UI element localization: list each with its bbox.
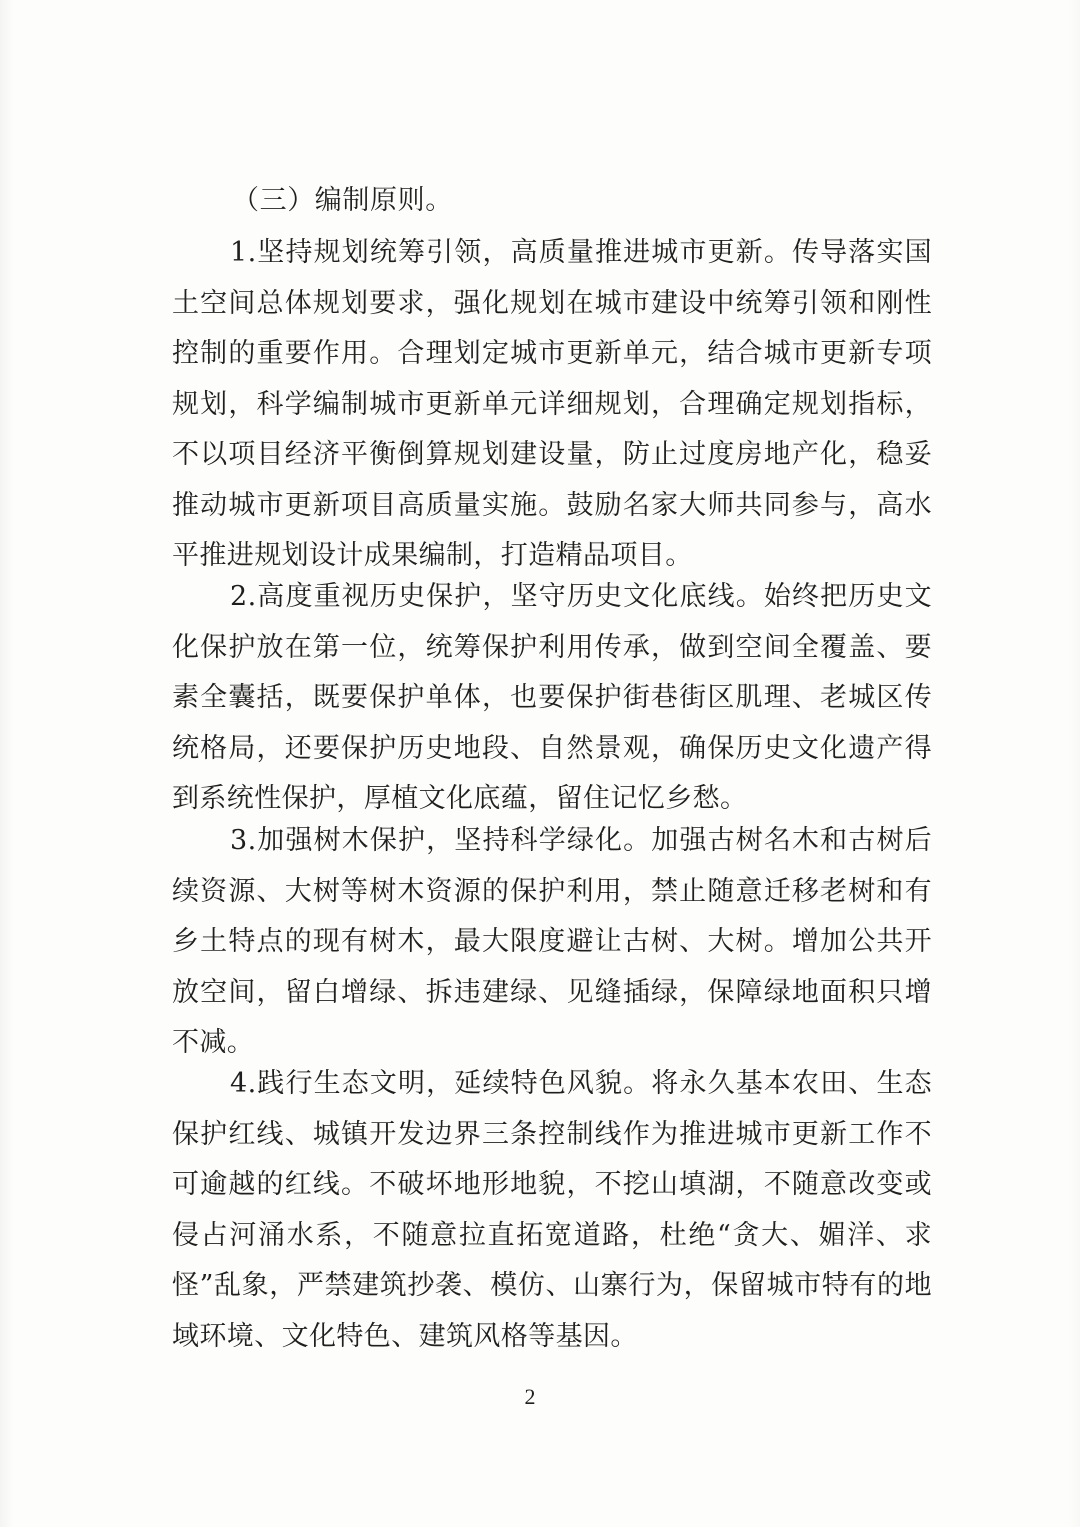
paragraph-2: 2.高度重视历史保护，坚守历史文化底线。始终把历史文化保护放在第一位，统筹保护利用传承，做到空间全覆盖、要素全囊括，既要保护单体，也要保护街巷街区肌理、老城区传统格局，还要保护历史地段、自然景观，确保历史文化遗产得到系统性保护，厚植文化底蕴，留住记忆乡愁。 bbox=[172, 581, 932, 814]
page-number: 2 bbox=[524, 1384, 536, 1409]
paragraph-4: 4.践行生态文明，延续特色风貌。将永久基本农田、生态保护红线、城镇开发边界三条控制线作为推进城市更新工作不可逾越的红线。不破坏地形地貌，不挖山填湖，不随意改变或侵占河涌水系，不随意拉直拓宽道路，杜绝“贪大、媚洋、求怪”乱象，严禁建筑抄袭、模仿、山寨行为，保留城市特有的地域环境、文化特色、建筑风格等基因。 bbox=[172, 1068, 932, 1352]
paragraph-1: 1.坚持规划统筹引领，高质量推进城市更新。传导落实国土空间总体规划要求，强化规划在城市建设中统筹引领和刚性控制的重要作用。合理划定城市更新单元，结合城市更新专项规划，科学编制城市更新单元详细规划，合理确定规划指标，不以项目经济平衡倒算规划建设量，防止过度房地产化，稳妥推动城市更新项目高质量实施。鼓励名家大师共同参与，高水平推进规划设计成果编制，打造精品项目。 bbox=[172, 237, 932, 571]
section-heading: （三）编制原则。 bbox=[232, 185, 453, 216]
paragraph-3: 3.加强树木保护，坚持科学绿化。加强古树名木和古树后续资源、大树等树木资源的保护利用，禁止随意迁移老树和有乡土特点的现有树木，最大限度避让古树、大树。增加公共开放空间，留白增绿、拆违建绿、见缝插绿，保障绿地面积只增不减。 bbox=[172, 825, 932, 1058]
